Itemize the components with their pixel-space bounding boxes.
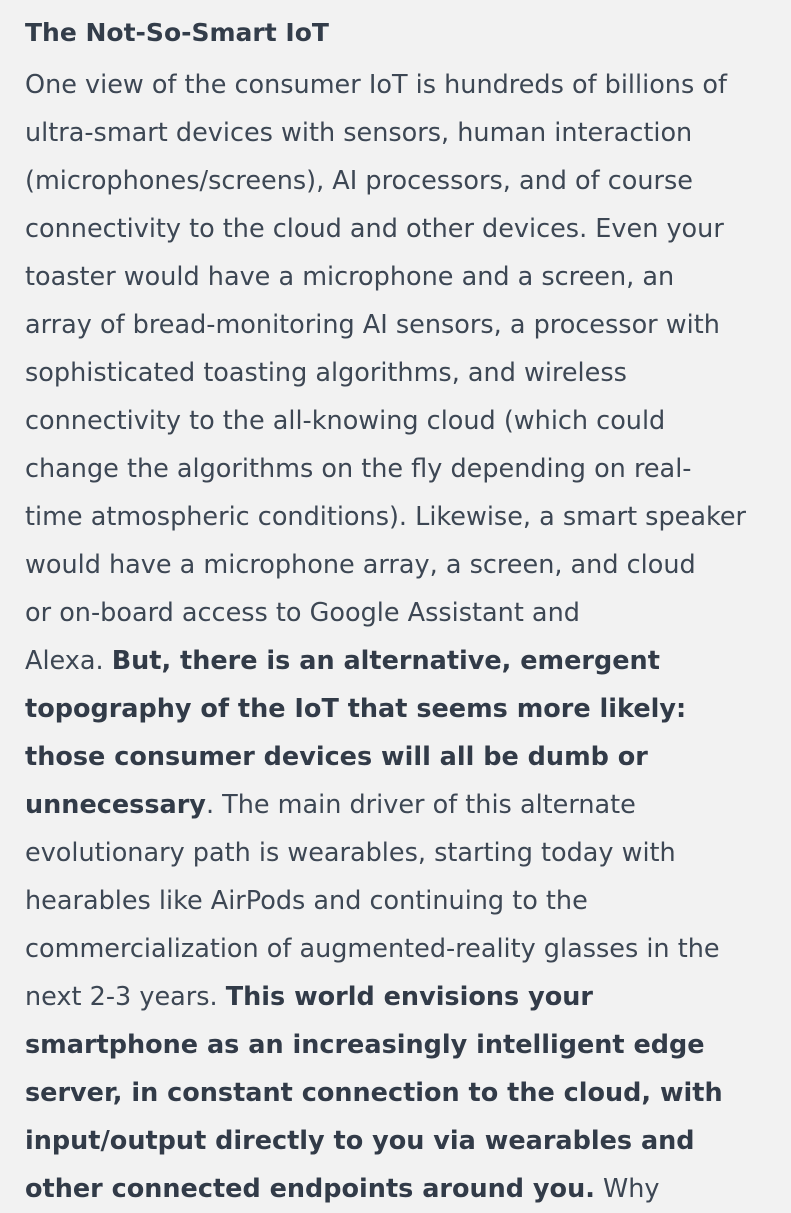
article-body: [25, 61, 785, 1213]
bold-text: other connected endpoints around you.: [25, 1174, 595, 1204]
body-line: sophisticated toasting algorithms, and wireless: [25, 358, 627, 388]
plain-text: next 2-3 years.: [25, 982, 226, 1012]
plain-text: . The main driver of this alternate: [205, 790, 636, 820]
plain-text: Alexa.: [25, 646, 112, 676]
body-line: [25, 1165, 785, 1213]
article: [25, 14, 785, 1213]
bold-text: This world envisions your: [225, 982, 593, 1012]
body-line-bold: smartphone as an increasingly intelligent edge: [25, 1030, 705, 1060]
body-line: would have a microphone array, a screen, and cloud: [25, 550, 696, 580]
body-line: change the algorithms on the fly depending on real-: [25, 454, 692, 484]
body-line: hearables like AirPods and continuing to the: [25, 886, 588, 916]
body-line: or on-board access to Google Assistant and: [25, 598, 580, 628]
bold-text: unnecessary: [25, 790, 206, 820]
body-line: evolutionary path is wearables, starting today with: [25, 838, 676, 868]
bold-text: But, there is an alternative, emergent: [111, 646, 660, 676]
body-line: ultra-smart devices with sensors, human interaction: [25, 118, 693, 148]
body-line: (microphones/screens), AI processors, and of course: [25, 166, 693, 196]
body-line: [25, 637, 785, 685]
body-line: One view of the consumer IoT is hundreds of billions of: [25, 70, 727, 100]
body-line: [25, 973, 785, 1021]
body-line: [25, 781, 785, 829]
body-line: connectivity to the cloud and other devices. Even your: [25, 214, 724, 244]
body-line-bold: those consumer devices will all be dumb or: [25, 742, 648, 772]
body-line-bold: server, in constant connection to the cloud, with: [25, 1078, 723, 1108]
body-line-bold: input/output directly to you via wearables and: [25, 1126, 695, 1156]
body-line-bold: topography of the IoT that seems more likely:: [25, 694, 687, 724]
body-line: commercialization of augmented-reality glasses in the: [25, 934, 720, 964]
plain-text: Why: [594, 1174, 660, 1204]
body-line: array of bread-monitoring AI sensors, a processor with: [25, 310, 720, 340]
body-line: time atmospheric conditions). Likewise, a smart speaker: [25, 502, 746, 532]
article-title: The Not-So-Smart IoT: [25, 18, 329, 47]
body-line: toaster would have a microphone and a screen, an: [25, 262, 675, 292]
body-line: connectivity to the all-knowing cloud (which could: [25, 406, 666, 436]
